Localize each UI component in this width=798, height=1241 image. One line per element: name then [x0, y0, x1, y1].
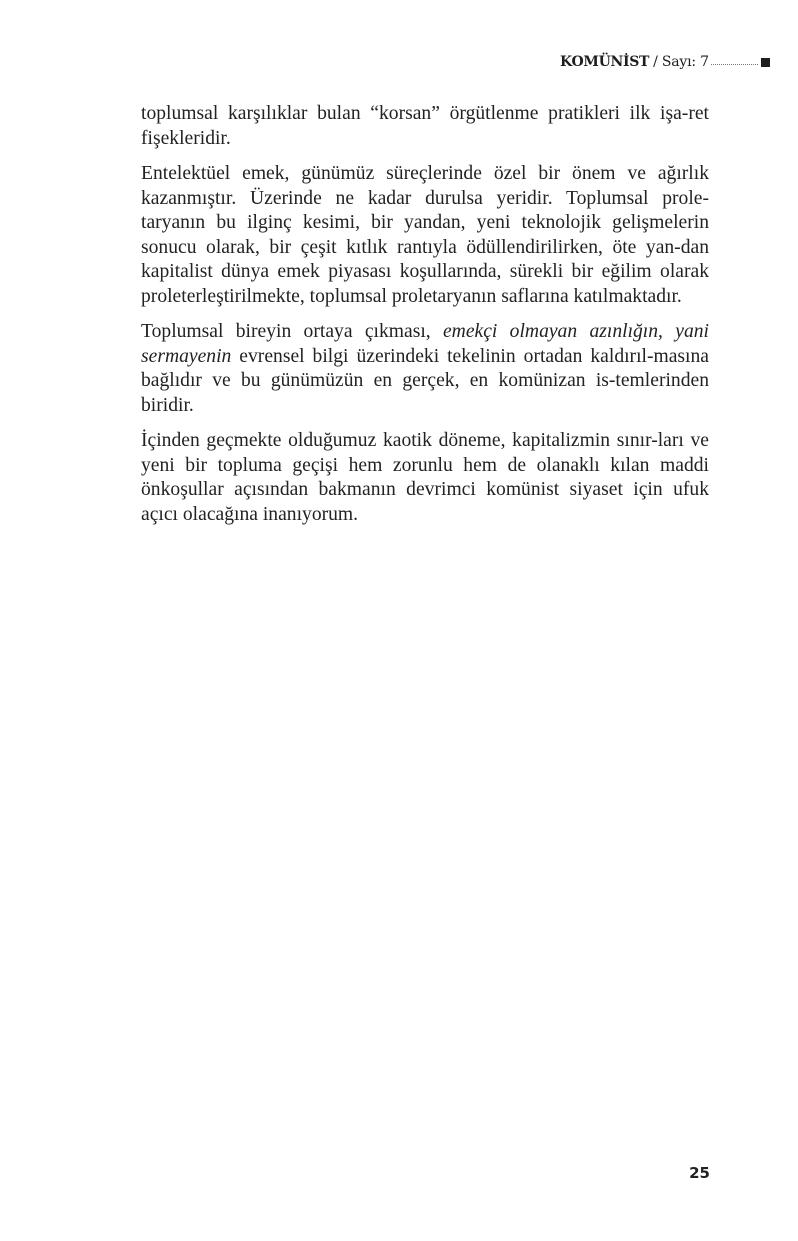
paragraph-text: İçinden geçmekte olduğumuz kaotik döneme, kapitalizmin sınır-ları ve yeni bir topluma geçişi hem zorunlu hem de olanaklı kılan maddi önkoşullar açısından bakmanın devrimci komünist siyaset için ufuk açıcı olacağına inanıyorum.: [141, 430, 709, 525]
running-header: [560, 52, 770, 72]
header-separator: /: [653, 54, 658, 70]
square-marker-icon: [761, 58, 770, 67]
paragraph-text: Entelektüel emek, günümüz süreçlerinde özel bir önem ve ağırlık kazanmıştır. Üzerinde ne kadar durulsa yeridir. Toplumsal prole-taryanın bu ilginç kesimi, bir yandan, yeni teknolojik gelişmelerin sonucu olarak, bir çeşit kıtlık rantıyla ödüllendirilirken, öte yan-dan kapitalist dünya emek piyasası koşullarında, sürekli bir eğilim olarak proleterleştirilmekte, toplumsal proletaryanın saflarına katılmaktadır.: [141, 163, 709, 307]
article-body: [141, 102, 709, 538]
paragraph-2: [141, 162, 709, 309]
paragraph-text: evrensel bilgi üzerindeki tekelinin ortadan kaldırıl-masına bağlıdır ve bu günümüzün en gerçek, en komünizan is-temlerinden biridir.: [141, 345, 709, 416]
paragraph-4: [141, 429, 709, 527]
magazine-title: KOMÜNİST: [560, 54, 650, 70]
italic-emphasis: emekçi olmayan azınlığın, yani sermayenin: [141, 321, 709, 367]
issue-label: Sayı: 7: [661, 54, 709, 70]
paragraph-3: [141, 320, 709, 418]
paragraph-text: Toplumsal bireyin ortaya çıkması,: [141, 321, 443, 342]
paragraph-1: [141, 102, 709, 151]
dotted-leader: [711, 64, 758, 65]
page-number: 25: [689, 1164, 710, 1182]
paragraph-text: toplumsal karşılıklar bulan “korsan” örgütlenme pratikleri ilk işa-ret fişekleridir.: [141, 103, 709, 149]
